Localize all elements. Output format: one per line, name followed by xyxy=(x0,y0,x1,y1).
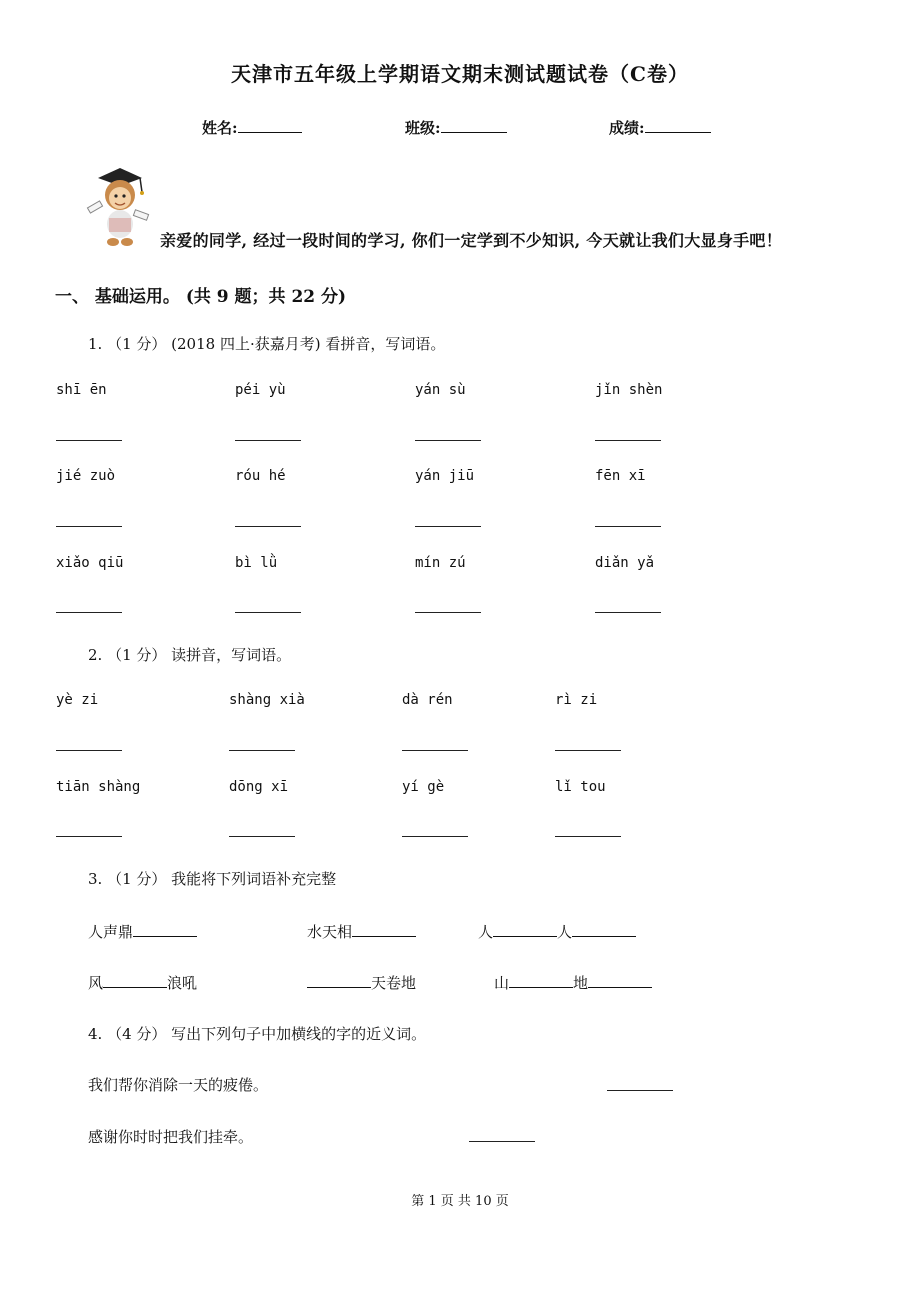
question-1-label: 1. （1 分） (2018 四上·获嘉月考) 看拼音，写词语。 xyxy=(88,335,446,353)
answer-line[interactable] xyxy=(415,526,481,527)
fill-blank[interactable] xyxy=(493,920,557,937)
fill-word-part: 天卷地 xyxy=(371,974,417,992)
fill-word-part: 水天相 xyxy=(307,923,353,941)
pinyin-item: dà rén xyxy=(402,692,453,708)
question-4-label: 4. （4 分） 写出下列句子中加横线的字的近义词。 xyxy=(88,1025,427,1043)
greeting-text: 亲爱的同学, 经过一段时间的学习, 你们一定学到不少知识, 今天就让我们大显身手吧！ xyxy=(160,231,783,250)
fill-word xyxy=(307,920,416,942)
class-field xyxy=(405,116,507,138)
fill-blank[interactable] xyxy=(509,971,573,988)
fill-blank[interactable] xyxy=(352,920,416,937)
fill-word xyxy=(478,920,636,942)
pinyin-item: lǐ tou xyxy=(555,779,606,795)
student-mascot-icon xyxy=(82,162,152,252)
name-blank[interactable] xyxy=(238,116,302,133)
page-footer: 第 1 页 共 10 页 xyxy=(411,1194,509,1209)
answer-line[interactable] xyxy=(235,526,301,527)
fill-word-part: 人 xyxy=(478,923,494,941)
pinyin-item: yán jiū xyxy=(415,468,475,484)
pinyin-item: xiǎo qiū xyxy=(56,555,124,571)
section-heading: 一、 基础运用。 (共 9 题；共 22 分) xyxy=(55,287,347,307)
fill-word-part: 山 xyxy=(494,974,510,992)
fill-word xyxy=(307,971,416,993)
fill-word-part: 人声鼎 xyxy=(88,923,134,941)
fill-word-part: 风 xyxy=(88,974,104,992)
answer-line[interactable] xyxy=(595,526,661,527)
fill-word-part: 人 xyxy=(557,923,573,941)
answer-line[interactable] xyxy=(469,1141,535,1142)
fill-blank[interactable] xyxy=(588,971,652,988)
pinyin-item: jǐn shèn xyxy=(595,382,663,398)
pinyin-item: shī ēn xyxy=(56,382,107,398)
question-3-label: 3. （1 分） 我能将下列词语补充完整 xyxy=(88,870,337,888)
answer-line[interactable] xyxy=(607,1090,673,1091)
pinyin-item: bì lǜ xyxy=(235,555,278,571)
answer-line[interactable] xyxy=(56,836,122,837)
pinyin-item: diǎn yǎ xyxy=(595,555,655,571)
pinyin-item: tiān shàng xyxy=(56,779,141,795)
answer-line[interactable] xyxy=(595,612,661,613)
pinyin-item: yí gè xyxy=(402,779,445,795)
answer-line[interactable] xyxy=(402,836,468,837)
sentence-2: 感谢你时时把我们挂牵。 xyxy=(88,1128,254,1146)
class-label: 班级: xyxy=(405,119,441,137)
answer-line[interactable] xyxy=(56,750,122,751)
answer-line[interactable] xyxy=(415,612,481,613)
answer-line[interactable] xyxy=(555,750,621,751)
page-title: 天津市五年级上学期语文期末测试题试卷（C卷） xyxy=(231,62,689,86)
answer-line[interactable] xyxy=(56,526,122,527)
answer-line[interactable] xyxy=(595,440,661,441)
name-label: 姓名: xyxy=(202,119,238,137)
fill-blank[interactable] xyxy=(307,971,371,988)
pinyin-item: róu hé xyxy=(235,468,286,484)
fill-blank[interactable] xyxy=(103,971,167,988)
fill-word xyxy=(88,920,197,942)
fill-word xyxy=(494,971,652,993)
pinyin-item: jié zuò xyxy=(56,468,116,484)
pinyin-item: yè zi xyxy=(56,692,99,708)
pinyin-item: fēn xī xyxy=(595,468,646,484)
answer-line[interactable] xyxy=(235,612,301,613)
pinyin-item: rì zi xyxy=(555,692,598,708)
answer-line[interactable] xyxy=(56,440,122,441)
score-blank[interactable] xyxy=(645,116,711,133)
pinyin-item: mín zú xyxy=(415,555,466,571)
answer-line[interactable] xyxy=(402,750,468,751)
name-field xyxy=(202,116,302,138)
question-2-label: 2. （1 分） 读拼音，写词语。 xyxy=(88,646,292,664)
pinyin-item: shàng xià xyxy=(229,692,305,708)
answer-line[interactable] xyxy=(415,440,481,441)
answer-line[interactable] xyxy=(555,836,621,837)
class-blank[interactable] xyxy=(441,116,507,133)
score-field xyxy=(609,116,711,138)
fill-word-part: 浪吼 xyxy=(167,974,198,992)
sentence-1: 我们帮你消除一天的疲倦。 xyxy=(88,1076,269,1094)
pinyin-item: yán sù xyxy=(415,382,466,398)
answer-line[interactable] xyxy=(229,836,295,837)
fill-blank[interactable] xyxy=(133,920,197,937)
score-label: 成绩: xyxy=(609,119,645,137)
answer-line[interactable] xyxy=(235,440,301,441)
answer-line[interactable] xyxy=(56,612,122,613)
fill-word xyxy=(88,971,197,993)
pinyin-item: dōng xī xyxy=(229,779,289,795)
fill-word-part: 地 xyxy=(573,974,589,992)
fill-blank[interactable] xyxy=(572,920,636,937)
answer-line[interactable] xyxy=(229,750,295,751)
pinyin-item: péi yù xyxy=(235,382,286,398)
